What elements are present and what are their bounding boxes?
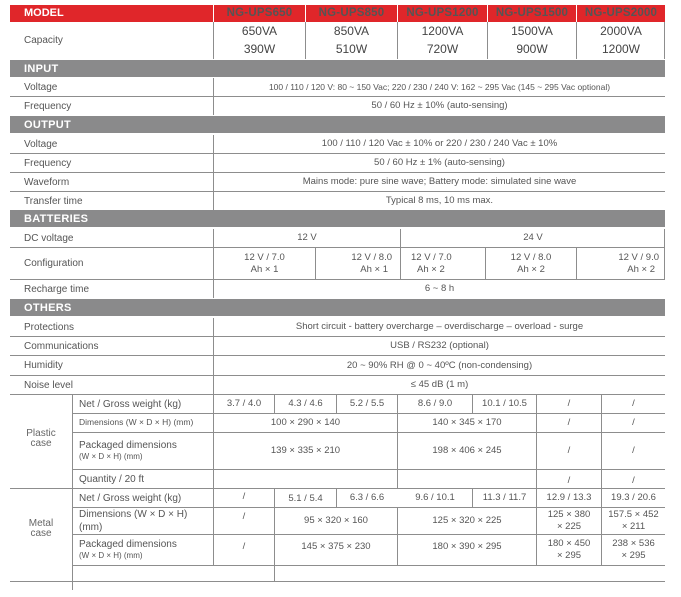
- communications-value: USB / RS232 (optional): [390, 340, 489, 352]
- plastic-case-label: [10, 395, 72, 483]
- model-name: NG-UPS850: [318, 7, 385, 20]
- plastic-qty-value: /: [632, 475, 635, 487]
- plastic-qty-value: [214, 470, 397, 488]
- model-name: NG-UPS1200: [406, 7, 479, 20]
- cell-divider: [576, 248, 577, 279]
- dc-voltage-value: 24 V: [523, 232, 543, 244]
- metal-dims-label: Dimensions (W × D × H) (mm): [79, 509, 188, 533]
- capacity-w: 900W: [516, 41, 548, 56]
- metal-weight-label: Net / Gross weight (kg): [79, 492, 182, 504]
- output-voltage-value: 100 / 110 / 120 Vac ± 10% or 220 / 230 / 240 Vac ± 10%: [321, 138, 558, 150]
- plastic-pkg-value: 198 × 406 × 245: [432, 445, 502, 457]
- metal-dims-value: [537, 508, 601, 534]
- label-divider: [213, 229, 214, 298]
- plastic-weight-value: 10.1 / 10.5: [482, 398, 527, 410]
- plastic-dims-value: /: [567, 417, 571, 429]
- plastic-dims-value: 140 × 345 × 170: [432, 417, 502, 429]
- metal-weight-value: 9.6 / 10.1: [415, 492, 455, 504]
- config-cell: [577, 248, 665, 279]
- plastic-dims-label: Dimensions (W × D × H) (mm): [79, 417, 194, 428]
- plastic-weight-value: 4.3 / 4.6: [288, 398, 323, 410]
- input-frequency-value: 50 / 60 Hz ± 10% (auto-sensing): [371, 100, 508, 112]
- communications-label: Communications: [24, 340, 99, 352]
- capacity-va: 1200VA: [421, 24, 464, 39]
- row-divider: [72, 565, 665, 566]
- config-line2: Ah × 2: [627, 263, 655, 275]
- section-header-others: OTHERS: [10, 299, 665, 316]
- metal-weight-value: /: [242, 491, 246, 503]
- output-transfer-label: Transfer time: [24, 195, 83, 207]
- capacity-cell: [398, 22, 487, 59]
- metal-case-label: [10, 489, 72, 569]
- output-frequency-label: Frequency: [24, 157, 72, 169]
- metal-pkg-line1: 180 × 450: [547, 538, 591, 550]
- plastic-qty-value: [398, 470, 536, 488]
- plastic-weight-value: 8.6 / 9.0: [417, 398, 453, 410]
- plastic-pkg-value: 139 × 335 × 210: [270, 445, 341, 457]
- plastic-pkg-label: [73, 433, 213, 469]
- config-cell: [316, 248, 400, 279]
- plastic-case-line1: Plastic: [26, 427, 56, 439]
- metal-pkg-label-line1: Packaged dimensions: [79, 539, 177, 551]
- plastic-weight-value: 5.2 / 5.5: [349, 398, 385, 410]
- cell-divider: [213, 22, 214, 59]
- cell-divider: [397, 22, 398, 59]
- recharge-value: 6 ~ 8 h: [424, 283, 455, 295]
- plastic-pkg-label-line1: Packaged dimensions: [79, 440, 177, 452]
- capacity-w: 390W: [243, 41, 276, 56]
- metal-dims-line1: 125 × 380: [547, 509, 591, 521]
- metal-pkg-value: [537, 535, 601, 565]
- model-name: NG-UPS1500: [495, 7, 569, 20]
- cell-divider: [472, 488, 473, 507]
- output-transfer-value: Typical 8 ms, 10 ms max.: [385, 195, 494, 207]
- capacity-label: Capacity: [24, 35, 63, 46]
- label-divider: [213, 318, 214, 394]
- config-cell: [214, 248, 315, 279]
- metal-pkg-line1: 238 × 536: [612, 538, 655, 550]
- cell-divider: [274, 394, 275, 413]
- capacity-w: 510W: [335, 41, 368, 56]
- model-label: MODEL: [24, 7, 64, 19]
- config-line2: Ah × 2: [517, 263, 545, 275]
- capacity-cell: [214, 22, 305, 59]
- humidity-label: Humidity: [24, 360, 63, 371]
- output-frequency-value: 50 / 60 Hz ± 1% (auto-sensing): [374, 157, 505, 169]
- metal-pkg-label: [73, 535, 213, 565]
- configuration-label: Configuration: [24, 258, 84, 269]
- plastic-pkg-value: /: [632, 445, 635, 457]
- capacity-va: 850VA: [333, 24, 370, 39]
- plastic-dims-value: /: [632, 417, 635, 429]
- cell-divider: [472, 394, 473, 413]
- plastic-weight-value: /: [632, 398, 635, 410]
- metal-weight-value: 12.9 / 13.3: [546, 492, 592, 504]
- label-divider: [213, 78, 214, 115]
- plastic-pkg-value: /: [567, 445, 571, 457]
- header-divider: [213, 5, 214, 22]
- config-line1: 12 V / 7.0: [244, 251, 285, 263]
- metal-pkg-value: 145 × 375 × 230: [301, 541, 371, 553]
- capacity-cell: [577, 22, 665, 59]
- config-cell: [401, 248, 485, 279]
- metal-weight-value: 19.3 / 20.6: [611, 492, 656, 504]
- metal-pkg-value: 180 × 390 × 295: [432, 541, 502, 553]
- cell-divider: [487, 22, 488, 59]
- cell-divider: [576, 22, 577, 59]
- metal-pkg-label-line2: (W × D × H) (mm): [79, 551, 143, 561]
- metal-weight-value: 11.3 / 11.7: [482, 492, 527, 504]
- cell-divider: [536, 394, 537, 488]
- cell-divider: [664, 22, 665, 59]
- config-line1: 12 V / 9.0: [618, 251, 659, 263]
- cell-divider: [400, 248, 401, 279]
- input-voltage-value: 100 / 110 / 120 V: 80 ~ 150 Vac; 220 / 230 / 240 V: 162 ~ 295 Vac (145 ~ 295 Vac optional): [268, 81, 611, 92]
- protections-label: Protections: [24, 321, 75, 333]
- noise-value: ≤ 45 dB (1 m): [410, 379, 469, 391]
- metal-dims-line1: 157.5 × 452: [608, 509, 659, 521]
- cell-divider: [400, 229, 401, 247]
- cell-divider: [601, 394, 602, 488]
- input-voltage-label: Voltage: [24, 81, 58, 93]
- metal-pkg-value: [602, 535, 665, 565]
- plastic-qty-label: Quantity / 20 ft: [79, 473, 145, 485]
- capacity-cell: [488, 22, 576, 59]
- capacity-w: 1200W: [601, 41, 641, 56]
- metal-dims-line2: × 211: [621, 521, 646, 532]
- metal-case-line1: Metal: [28, 517, 54, 529]
- config-line1: 12 V / 7.0: [411, 251, 452, 263]
- capacity-w: 720W: [426, 41, 459, 56]
- section-header-input: INPUT: [10, 60, 665, 77]
- cell-divider: [397, 394, 398, 488]
- section-header-batteries: BATTERIES: [10, 210, 665, 227]
- cell-divider: [397, 507, 398, 565]
- plastic-pkg-label-line2: (W × D × H) (mm): [79, 452, 143, 462]
- protections-value: Short circuit - battery overcharge – overdischarge – overload - surge: [295, 321, 584, 333]
- metal-pkg-value: /: [242, 541, 246, 553]
- output-voltage-label: Voltage: [24, 138, 58, 150]
- label-divider: [213, 394, 214, 565]
- metal-dims-line2: × 225: [556, 521, 582, 532]
- metal-weight-value: 5.1 / 5.4: [288, 493, 323, 505]
- plastic-case-line2: case: [30, 438, 52, 449]
- header-divider: [397, 5, 398, 22]
- section-header-output: OUTPUT: [10, 116, 665, 133]
- dc-voltage-label: DC voltage: [24, 232, 74, 244]
- config-line2: Ah × 1: [250, 263, 279, 275]
- model-name: NG-UPS650: [226, 7, 293, 20]
- humidity-value: 20 ~ 90% RH @ 0 ~ 40ºC (non-condensing): [346, 359, 533, 371]
- cell-divider: [485, 248, 486, 279]
- metal-dims-value: 125 × 320 × 225: [432, 515, 502, 527]
- output-waveform-label: Waveform: [24, 176, 70, 188]
- capacity-va: 650VA: [241, 24, 278, 39]
- plastic-weight-label: Net / Gross weight (kg): [79, 398, 182, 410]
- metal-weight-value: 6.3 / 6.6: [349, 492, 385, 504]
- plastic-qty-value: /: [567, 475, 571, 487]
- config-cell: [486, 248, 576, 279]
- cell-divider: [336, 488, 337, 507]
- table-bottom-rule: [10, 581, 665, 582]
- cell-divider: [601, 488, 602, 565]
- label-divider: [213, 135, 214, 210]
- header-divider: [305, 5, 306, 22]
- capacity-va: 1500VA: [511, 24, 553, 39]
- capacity-cell: [306, 22, 397, 59]
- model-name: NG-UPS2000: [584, 7, 658, 20]
- cell-divider: [315, 248, 316, 279]
- noise-label: Noise level: [24, 379, 73, 391]
- metal-case-line2: case: [30, 528, 52, 539]
- cell-divider: [336, 394, 337, 413]
- metal-dims-value: [602, 508, 665, 534]
- recharge-label: Recharge time: [24, 283, 90, 295]
- plastic-weight-value: 3.7 / 4.0: [226, 398, 262, 410]
- dc-voltage-value: 12 V: [297, 232, 317, 244]
- plastic-weight-value: /: [567, 398, 571, 410]
- metal-pkg-line2: × 295: [556, 550, 582, 561]
- header-divider: [487, 5, 488, 22]
- cell-divider: [536, 488, 537, 565]
- cell-divider: [305, 22, 306, 59]
- metal-dims-value: 95 × 320 × 160: [304, 515, 368, 527]
- output-waveform-value: Mains mode: pure sine wave; Battery mode: simulated sine wave: [302, 176, 577, 188]
- config-line2: Ah × 2: [417, 263, 445, 275]
- header-divider: [576, 5, 577, 22]
- plastic-dims-value: 100 × 290 × 140: [270, 417, 341, 429]
- metal-dims-value: /: [242, 511, 246, 523]
- config-line1: 12 V / 8.0: [510, 251, 552, 263]
- cell-divider: [664, 229, 665, 279]
- metal-pkg-line2: × 295: [621, 550, 646, 561]
- capacity-va: 2000VA: [600, 24, 642, 39]
- input-frequency-label: Frequency: [24, 100, 72, 112]
- cell-divider: [274, 488, 275, 582]
- config-line1: 12 V / 8.0: [351, 251, 392, 263]
- config-line2: Ah × 1: [360, 263, 388, 275]
